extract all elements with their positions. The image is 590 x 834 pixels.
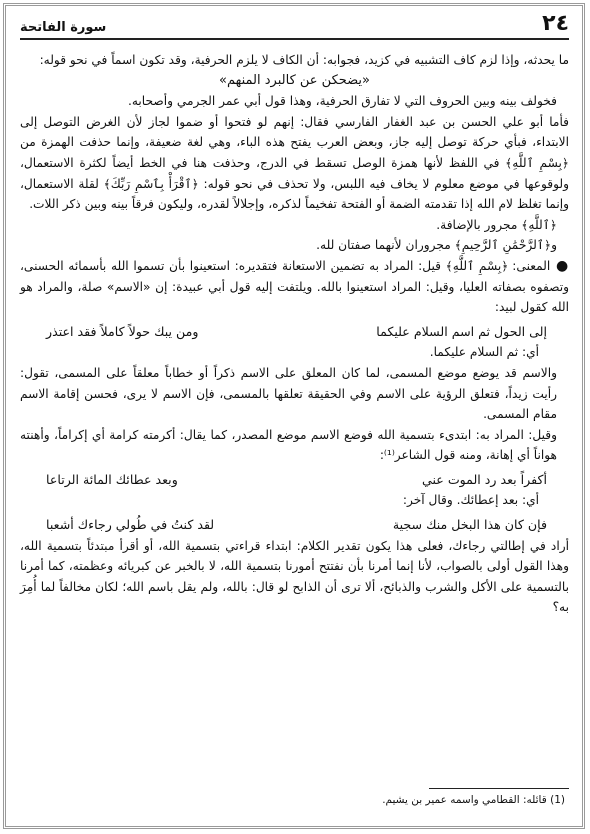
page-header bbox=[20, 10, 569, 40]
paragraph: ما يحدثه، وإذا لزم كاف التشبيه في كزيد، فجوابه: أن الكاف لا يلزم الحرفية، وقد تكون اسماً في نحو قوله: bbox=[39, 53, 569, 67]
paragraph: أراد في إطالتي رجاءك، فعلى هذا يكون تقدير الكلام: ابتداء قراءتي بتسمية الله، أو أقرأ مبتدئاً بتسمية الله، وهذا القول أولى بالصواب، لأنا إنما أمرنا بأن نفتتح أمورنا بتسمية الله، لا بالخبر عن كبريائه وعظمته، كما أمرنا بالتسمية على الأكل والشرب والذبائح، ألا ترى أن الذابح لو قال: بالله، ولم يقل باسم الله؛ لكان مخالفاً لما أُمِرَ به؟ bbox=[20, 538, 569, 615]
page-number: ٢٤ bbox=[542, 11, 569, 36]
poetry-verse bbox=[20, 322, 569, 343]
verse-second-hemistich: وبعد عطائك المائة الرتاعا bbox=[46, 471, 178, 487]
verse-first-hemistich: أكفراً بعد رد الموت عني bbox=[422, 471, 547, 487]
book-page bbox=[20, 10, 569, 822]
paragraph: و﴿ٱلرَّحْمَٰنِ ٱلرَّحِيمِ﴾ مجروران لأنهما صفتان لله. bbox=[316, 238, 557, 253]
poetry-verse bbox=[20, 515, 569, 536]
footnote: (1) قائله: القطامي واسمه عمير بن يشيم. bbox=[382, 794, 565, 806]
page-body bbox=[20, 50, 569, 618]
gloss: أي: بعد إعطائك. وقال آخر: bbox=[402, 493, 539, 508]
paragraph: فأما أبو علي الحسن بن عبد الغفار الفارسي فقال: إنهم لو فتحوا أو ضموا لجاز لأن الغرض التوصل إلى الابتداء، فبأي حركة توصل إليه جاز، وبعض العرب يفتح هذه الباء، وهي لغة ضعيفة، وإنما حذفت الهمزة من ﴿بِسْمِ ٱللَّهِ﴾ في اللفظ لأنها همزة الوصل تسقط في الدرج، وحذفت هنا في الخط أيضاً لكثرة الاستعمال، ولوقوعها في موضع معلوم لا يخاف فيه اللبس، ولا تحذف في نحو قوله: ﴿ٱقْرَأْ بِٱسْمِ رَبِّكَ﴾ لقلة الاستعمال، وإنما تغلظ لام الله إذا تقدمته الضمة أو الفتحة تفخيماً لذكره، وإجلالاً لقدره، وليكون فرقاً بينه وبين ذكر اللات. bbox=[20, 114, 569, 212]
paragraph: ﴿ٱللَّهِ﴾ مجرور بالإضافة. bbox=[436, 217, 557, 232]
verse-first-hemistich: إلى الحول ثم اسم السلام عليكما bbox=[376, 323, 547, 339]
paragraph: وقيل: المراد به: ابتدىء بتسمية الله فوضع الاسم موضع المصدر، كما يقال: أكرمته كرامة أي إكراماً، وأهنته هواناً أي إهانة، ومنه قول الشاعر⁽¹⁾: bbox=[20, 427, 557, 463]
surah-title: سورة الفاتحة bbox=[20, 20, 107, 35]
bullet-icon: ● bbox=[550, 257, 569, 274]
meaning-paragraph bbox=[20, 256, 569, 318]
gloss: أي: ثم السلام عليكما. bbox=[429, 345, 539, 360]
paragraph: والاسم قد يوضع موضع المسمى، لما كان المعلق على الاسم ذكراً أو خطاباً معلقاً على المسمى، تقول: رأيت زيداً، فتعلق الرؤية على الاسم وفي الحقيقة تعلقها بالمسمى، فإن الاسم لا يرى، فحسن إقامة الاسم مقام المسمى. bbox=[20, 365, 557, 422]
verse-first-hemistich: فإن كان هذا البخل منك سجية bbox=[392, 517, 547, 533]
footnote-divider bbox=[429, 788, 569, 789]
verse-second-hemistich: ومن يبك حولاً كاملاً فقد اعتذر bbox=[46, 323, 199, 339]
quoted-verse: «يضحكن عن كالبرد المنهم» bbox=[219, 72, 370, 88]
meaning-text: المعنى: ﴿بِسْمِ ٱللَّهِ﴾ قيل: المراد به تضمين الاستعانة فتقديره: استعينوا بأن تسموا الله بأسمائه الحسنى، وتصفوه بصفاته العليا، وقيل: المراد استعينوا بالله. ويلتفت إليه قول أبي عبيدة: إن «الاسم» صلة، والمراد هو الله كقول لبيد: bbox=[20, 258, 569, 315]
poetry-verse bbox=[20, 470, 569, 491]
paragraph: فخولف بينه وبين الحروف التي لا تفارق الحرفية، وهذا قول أبي عمر الجرمي وأصحابه. bbox=[128, 94, 557, 109]
verse-second-hemistich: لقد كنتُ في طُولي رجاءك أشعبا bbox=[46, 517, 215, 533]
